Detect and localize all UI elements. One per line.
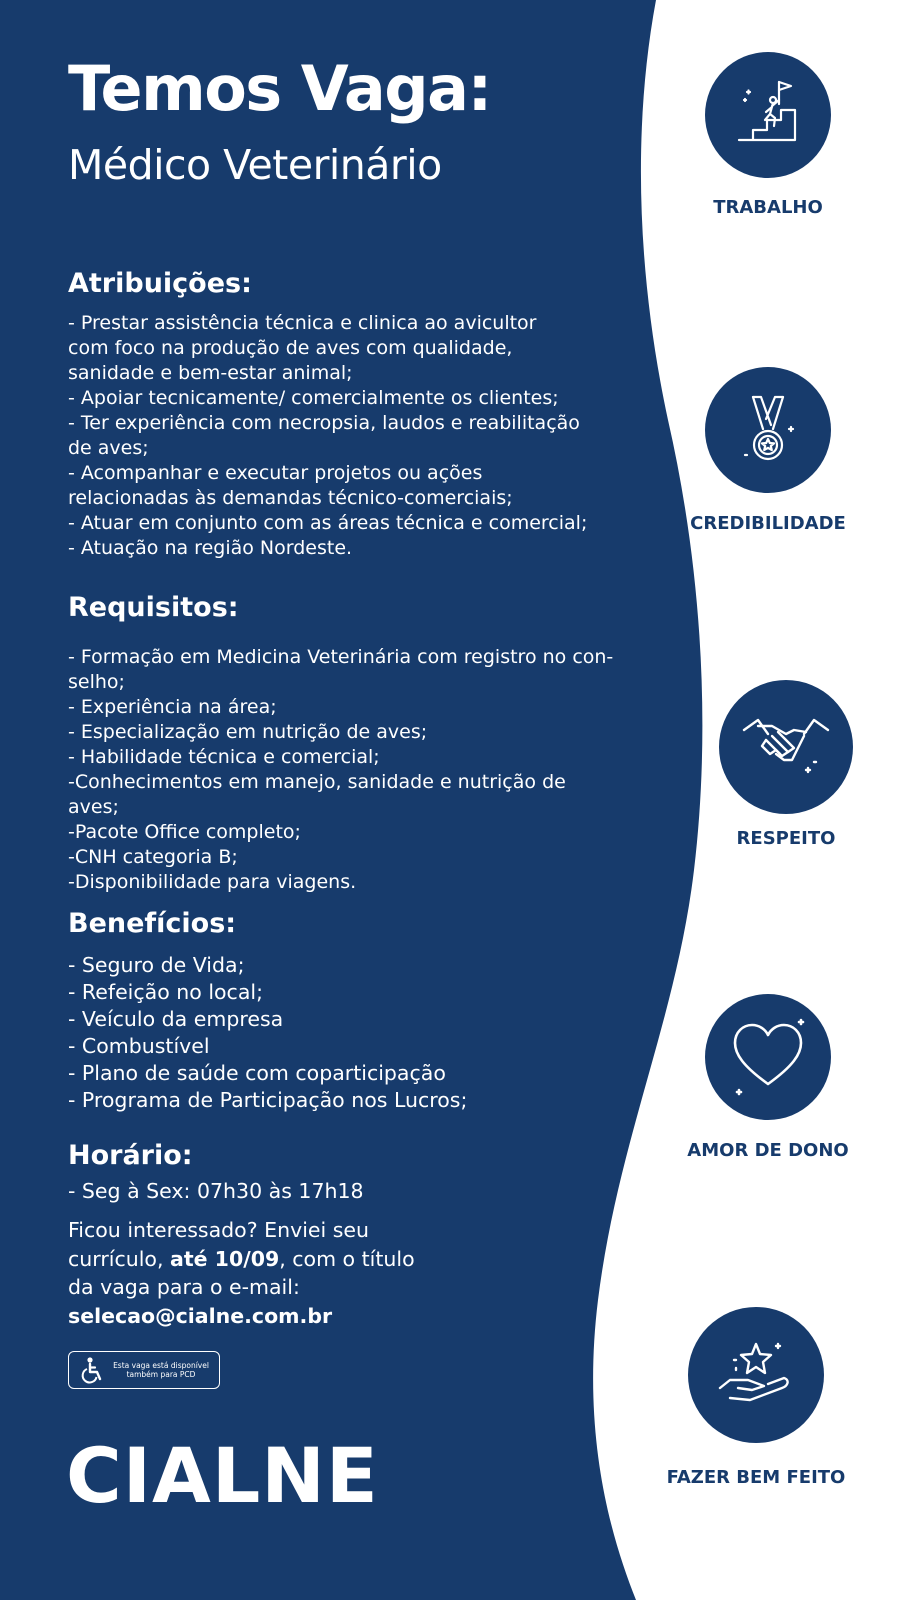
list-item: - Formação em Medicina Veterinária com registro no con- bbox=[68, 646, 614, 668]
list-item: - Apoiar tecnicamente/ comercialmente os clientes; bbox=[68, 387, 559, 409]
list-item: - Atuação na região Nordeste. bbox=[68, 537, 353, 559]
hand-star-icon bbox=[706, 1330, 806, 1420]
section-title-beneficios: Benefícios: bbox=[68, 908, 237, 939]
value-circle bbox=[705, 367, 831, 493]
list-item: - Experiência na área; bbox=[68, 696, 277, 718]
wheelchair-icon bbox=[77, 1355, 107, 1385]
value-label: TRABALHO bbox=[713, 197, 823, 218]
contact-email[interactable]: selecao@cialne.com.br bbox=[68, 1303, 333, 1328]
list-item: - Ter experiência com necropsia, laudos e reabilitação bbox=[68, 412, 580, 434]
list-item: - Plano de saúde com coparticipação bbox=[68, 1061, 446, 1085]
medal-icon bbox=[723, 385, 813, 475]
cta-text: , com o título da vaga para o e-mail: bbox=[68, 1246, 415, 1299]
value-circle bbox=[688, 1307, 824, 1443]
value-label: AMOR DE DONO bbox=[687, 1140, 849, 1161]
company-logo: CIALNE bbox=[66, 1431, 379, 1520]
pcd-badge bbox=[68, 1351, 220, 1389]
deadline: até 10/09 bbox=[170, 1246, 280, 1271]
list-item: - Programa de Participação nos Lucros; bbox=[68, 1088, 468, 1112]
heart-icon bbox=[723, 1012, 813, 1102]
pcd-line: também para PCD bbox=[126, 1370, 196, 1379]
list-item: -Conhecimentos em manejo, sanidade e nutrição de bbox=[68, 771, 566, 793]
list-item: - Veículo da empresa bbox=[68, 1007, 284, 1031]
page-title: Temos Vaga: bbox=[68, 52, 491, 125]
application-instructions bbox=[68, 1216, 428, 1330]
value-circle bbox=[705, 52, 831, 178]
list-item: -Pacote Office completo; bbox=[68, 821, 301, 843]
beneficios-list bbox=[68, 952, 668, 1114]
value-amor-de-dono bbox=[670, 994, 866, 1161]
value-circle bbox=[719, 680, 853, 814]
atribuicoes-list bbox=[68, 311, 668, 561]
list-item: - Seg à Sex: 07h30 às 17h18 bbox=[68, 1179, 364, 1203]
value-label: RESPEITO bbox=[736, 828, 836, 849]
list-item: -Disponibilidade para viagens. bbox=[68, 871, 357, 893]
list-item: - Seguro de Vida; bbox=[68, 953, 245, 977]
list-item: - Refeição no local; bbox=[68, 980, 263, 1004]
list-item: aves; bbox=[68, 796, 119, 818]
list-item: - Combustível bbox=[68, 1034, 210, 1058]
value-circle bbox=[705, 994, 831, 1120]
requisitos-list bbox=[68, 645, 668, 895]
list-item: de aves; bbox=[68, 437, 149, 459]
section-title-horario: Horário: bbox=[68, 1140, 193, 1171]
list-item: sanidade e bem-estar animal; bbox=[68, 362, 353, 384]
list-item: - Especialização em nutrição de aves; bbox=[68, 721, 428, 743]
section-title-atribuicoes: Atribuições: bbox=[68, 268, 252, 299]
pcd-line: Esta vaga está disponível bbox=[113, 1361, 209, 1370]
handshake-icon bbox=[736, 702, 836, 792]
value-label: CREDIBILIDADE bbox=[690, 513, 846, 534]
pcd-text bbox=[107, 1361, 215, 1379]
value-label: FAZER BEM FEITO bbox=[666, 1467, 846, 1488]
cta-text: Ficou interessado? Enviei seu currículo, bbox=[68, 1218, 370, 1271]
summit-flag-icon bbox=[723, 70, 813, 160]
value-trabalho bbox=[700, 52, 836, 218]
horario-list bbox=[68, 1178, 668, 1205]
list-item: selho; bbox=[68, 671, 125, 693]
section-title-requisitos: Requisitos: bbox=[68, 592, 239, 623]
value-credibilidade bbox=[680, 367, 856, 534]
value-fazer-bem-feito bbox=[640, 1307, 872, 1488]
list-item: - Acompanhar e executar projetos ou ações bbox=[68, 462, 483, 484]
list-item: - Atuar em conjunto com as áreas técnica e comercial; bbox=[68, 512, 588, 534]
job-title: Médico Veterinário bbox=[68, 141, 442, 189]
list-item: com foco na produção de aves com qualidade, bbox=[68, 337, 513, 359]
list-item: - Prestar assistência técnica e clinica ao avicultor bbox=[68, 312, 537, 334]
list-item: relacionadas às demandas técnico-comerciais; bbox=[68, 487, 513, 509]
value-respeito bbox=[712, 680, 860, 849]
list-item: -CNH categoria B; bbox=[68, 846, 238, 868]
list-item: - Habilidade técnica e comercial; bbox=[68, 746, 380, 768]
